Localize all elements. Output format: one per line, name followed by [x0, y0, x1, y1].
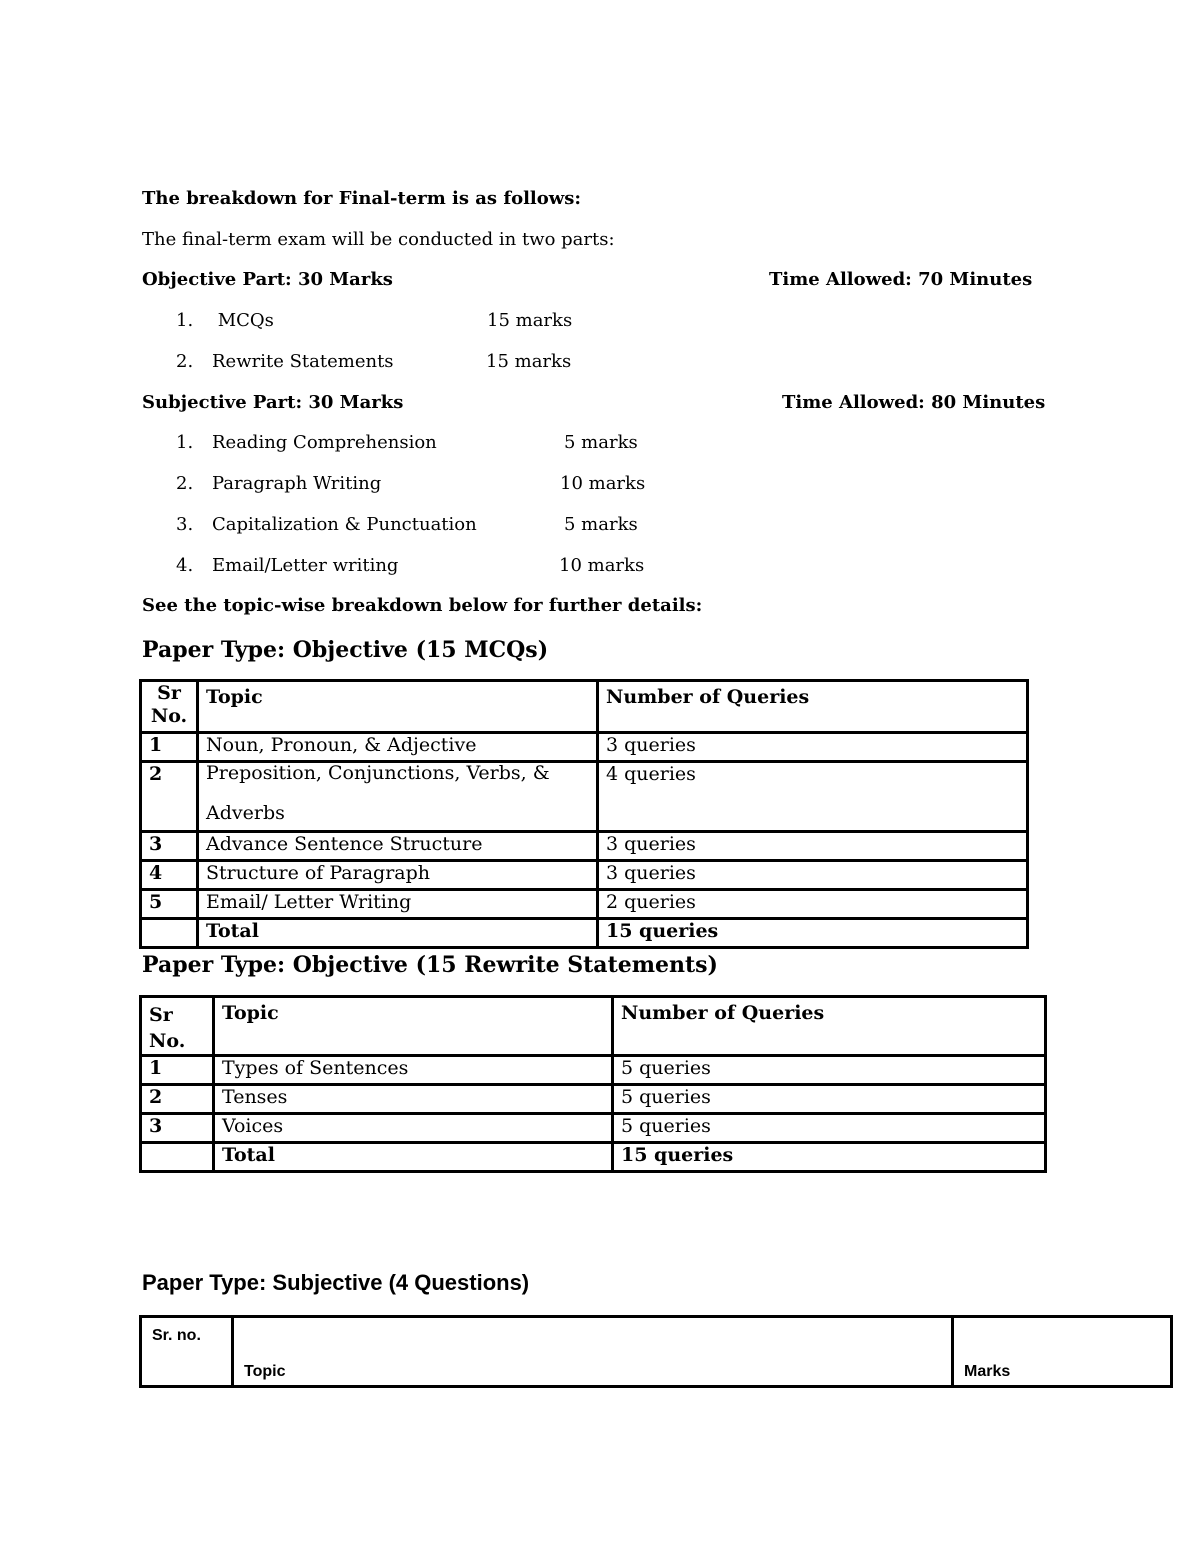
table-header-row	[141, 681, 1028, 733]
item-number: 3.	[176, 514, 194, 535]
table-header-row	[141, 1317, 1172, 1387]
subjective-time-allowed: Time Allowed: 80 Minutes	[782, 392, 1046, 413]
table-total-row	[141, 919, 1028, 948]
cell-sr-no: 1	[141, 1056, 214, 1085]
cell-topic: Tenses	[214, 1085, 613, 1114]
table-row	[141, 762, 1028, 832]
item-number: 1.	[176, 310, 194, 331]
objective-part-title: Objective Part: 30 Marks	[142, 269, 393, 290]
item-number: 4.	[176, 555, 194, 576]
cell-sr-no: 2	[141, 1085, 214, 1114]
table-row	[141, 861, 1028, 890]
cell-topic: Email/ Letter Writing	[198, 890, 598, 919]
see-below-note: See the topic-wise breakdown below for further details:	[142, 595, 703, 616]
cell-topic: Voices	[214, 1114, 613, 1143]
table-total-row	[141, 1143, 1046, 1172]
rewrite-table	[139, 995, 1047, 1173]
item-number: 2.	[176, 351, 194, 372]
cell-topic: Advance Sentence Structure	[198, 832, 598, 861]
cell-topic: Preposition, Conjunctions, Verbs, & Adverbs	[198, 762, 598, 832]
header-sr-no: Sr. no.	[141, 1317, 233, 1387]
rewrite-table-title: Paper Type: Objective (15 Rewrite Statements)	[142, 952, 718, 978]
cell-total-value: 15 queries	[613, 1143, 1046, 1172]
mcq-table-title: Paper Type: Objective (15 MCQs)	[142, 637, 549, 663]
cell-queries: 4 queries	[598, 762, 1028, 832]
cell-total-label: Total	[198, 919, 598, 948]
item-label: Email/Letter writing	[212, 555, 399, 576]
cell-queries: 5 queries	[613, 1056, 1046, 1085]
intro-line: The final-term exam will be conducted in two parts:	[142, 229, 615, 250]
table-row	[141, 733, 1028, 762]
cell-sr-no: 3	[141, 1114, 214, 1143]
cell-sr-no	[141, 1143, 214, 1172]
item-marks: 5 marks	[564, 432, 638, 453]
header-sr-no: Sr No.	[141, 997, 214, 1056]
cell-sr-no	[141, 919, 198, 948]
cell-queries: 3 queries	[598, 733, 1028, 762]
subjective-table	[139, 1315, 1173, 1388]
item-label: Paragraph Writing	[212, 473, 382, 494]
table-row	[141, 1085, 1046, 1114]
subjective-table-title: Paper Type: Subjective (4 Questions)	[142, 1270, 530, 1295]
item-number: 2.	[176, 473, 194, 494]
item-marks: 5 marks	[564, 514, 638, 535]
cell-queries: 5 queries	[613, 1114, 1046, 1143]
mcq-table	[139, 679, 1029, 949]
cell-queries: 2 queries	[598, 890, 1028, 919]
page-heading: The breakdown for Final-term is as follows:	[142, 188, 582, 209]
cell-topic: Types of Sentences	[214, 1056, 613, 1085]
header-topic: Topic	[198, 681, 598, 733]
item-label: Rewrite Statements	[212, 351, 394, 372]
cell-total-label: Total	[214, 1143, 613, 1172]
item-label: Reading Comprehension	[212, 432, 437, 453]
cell-total-value: 15 queries	[598, 919, 1028, 948]
item-label: Capitalization & Punctuation	[212, 514, 477, 535]
cell-topic: Noun, Pronoun, & Adjective	[198, 733, 598, 762]
cell-sr-no: 5	[141, 890, 198, 919]
table-header-row	[141, 997, 1046, 1056]
header-marks: Marks	[953, 1317, 1172, 1387]
table-row	[141, 1056, 1046, 1085]
cell-sr-no: 3	[141, 832, 198, 861]
item-marks: 15 marks	[486, 351, 572, 372]
item-marks: 10 marks	[560, 473, 646, 494]
cell-sr-no: 4	[141, 861, 198, 890]
header-sr-no: Sr No.	[141, 681, 198, 733]
cell-topic: Structure of Paragraph	[198, 861, 598, 890]
subjective-part-title: Subjective Part: 30 Marks	[142, 392, 404, 413]
item-number: 1.	[176, 432, 194, 453]
item-marks: 15 marks	[487, 310, 573, 331]
table-row	[141, 1114, 1046, 1143]
table-row	[141, 890, 1028, 919]
item-marks: 10 marks	[559, 555, 645, 576]
cell-sr-no: 2	[141, 762, 198, 832]
header-topic: Topic	[233, 1317, 953, 1387]
header-number-of-queries: Number of Queries	[613, 997, 1046, 1056]
cell-queries: 3 queries	[598, 832, 1028, 861]
header-number-of-queries: Number of Queries	[598, 681, 1028, 733]
objective-time-allowed: Time Allowed: 70 Minutes	[769, 269, 1033, 290]
cell-queries: 3 queries	[598, 861, 1028, 890]
header-topic: Topic	[214, 997, 613, 1056]
table-row	[141, 832, 1028, 861]
cell-queries: 5 queries	[613, 1085, 1046, 1114]
cell-sr-no: 1	[141, 733, 198, 762]
item-label: MCQs	[212, 310, 274, 331]
